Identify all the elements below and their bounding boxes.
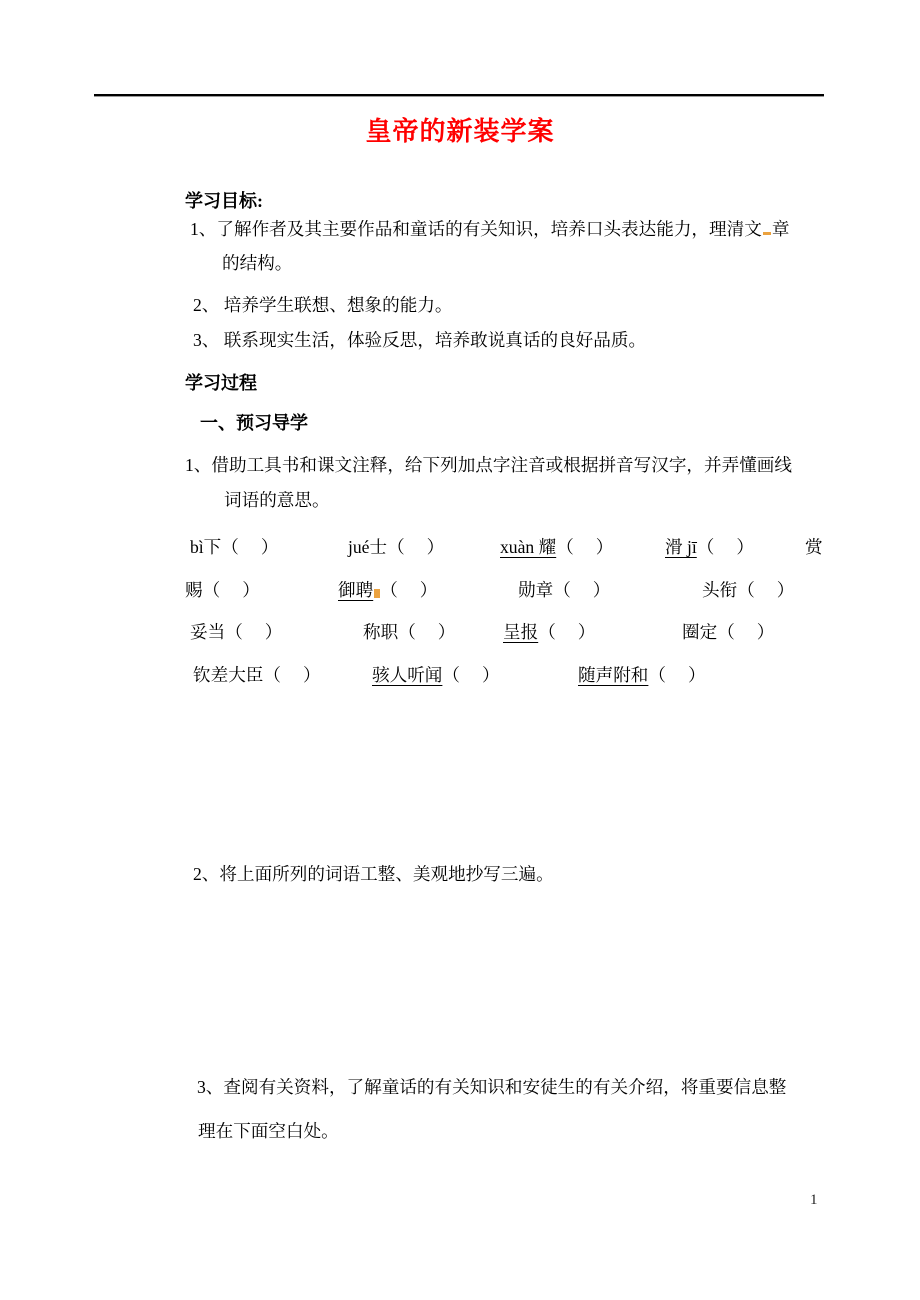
- vocab-word-underlined: 骇人听闻: [372, 665, 443, 685]
- vocab-item-xun-zhang: [518, 580, 610, 602]
- task-3-line-2: 理在下面空白处。: [198, 1121, 339, 1141]
- vocab-item-shang: [805, 537, 823, 559]
- answer-blank: （ ）: [556, 537, 614, 557]
- answer-blank: （ ）: [263, 665, 321, 685]
- answer-blank: （ ）: [225, 622, 283, 642]
- answer-blank: （ ）: [442, 665, 500, 685]
- header-rule: [94, 94, 824, 97]
- answer-blank: （ ）: [696, 537, 754, 557]
- task-1-line-1: 1、借助工具书和课文注释，给下列加点字注音或根据拼音写汉字，并弄懂画线: [185, 455, 792, 475]
- vocab-row-2: [0, 580, 920, 606]
- vocab-word-underlined: 呈报: [503, 622, 539, 642]
- answer-blank: （ ）: [538, 622, 596, 642]
- answer-blank: （ ）: [387, 537, 445, 557]
- vocab-row-3: [0, 622, 920, 648]
- answer-blank: （ ）: [202, 580, 260, 600]
- vocab-item-sui-sheng-fu-he: [578, 665, 706, 687]
- objective-item-1-line-2: 的结构。: [222, 253, 293, 273]
- page-number: 1: [810, 1192, 818, 1208]
- vocab-item-hua-ji: [665, 537, 754, 559]
- vocab-word: 头衔: [702, 580, 738, 600]
- answer-blank: （ ）: [221, 537, 279, 557]
- vocab-item-qin-chai-da-chen: [193, 665, 321, 687]
- answer-blank: （ ）: [553, 580, 611, 600]
- vocab-word: 钦差大臣: [193, 665, 264, 685]
- section-1-heading: 一、预习导学: [200, 413, 308, 433]
- objectives-heading: 学习目标:: [185, 191, 263, 211]
- answer-blank: （ ）: [717, 622, 775, 642]
- process-heading: 学习过程: [185, 373, 257, 393]
- objective-item-3: 3、 联系现实生活，体验反思，培养敢说真话的良好品质。: [193, 330, 647, 350]
- answer-blank: （ ）: [398, 622, 456, 642]
- vocab-item-tuo-dang: [190, 622, 282, 644]
- objective-1-text-tail: 章: [771, 219, 790, 239]
- vocab-item-chen-zhi: [363, 622, 455, 644]
- vocab-word: 圈定: [682, 622, 718, 642]
- vocab-word-underlined: xuàn 耀: [500, 537, 557, 557]
- vocab-item-hai-ren-ting-wen: [372, 665, 500, 687]
- vocab-word: jué士: [348, 537, 388, 557]
- vocab-word-underlined: 御聘: [338, 580, 374, 600]
- vocab-item-bi-xia: [190, 537, 278, 559]
- objective-item-1-line-1: [190, 219, 789, 241]
- answer-blank: （ ）: [380, 580, 438, 600]
- answer-blank: （ ）: [648, 665, 706, 685]
- task-2: 2、将上面所列的词语工整、美观地抄写三遍。: [193, 864, 554, 884]
- vocab-item-cheng-bao: [503, 622, 595, 644]
- vocab-word: 赏: [805, 537, 823, 557]
- vocab-item-jue-shi: [348, 537, 444, 559]
- vocab-word: 妥当: [190, 622, 226, 642]
- vocab-word: bì下: [190, 537, 222, 557]
- vocab-item-ci: [185, 580, 260, 602]
- vocab-word: 称职: [363, 622, 399, 642]
- objective-item-2: 2、 培养学生联想、想象的能力。: [193, 295, 453, 315]
- vocab-word-underlined: 随声附和: [578, 665, 649, 685]
- vocab-word: 勋章: [518, 580, 554, 600]
- answer-blank: （ ）: [737, 580, 795, 600]
- task-1-line-2: 词语的意思。: [224, 490, 330, 510]
- vocab-item-yu-pin: [338, 580, 437, 602]
- vocab-word: 赐: [185, 580, 203, 600]
- objective-1-text: 1、了解作者及其主要作品和童话的有关知识，培养口头表达能力，理清文: [190, 219, 762, 239]
- vocab-item-xuan-yao: [500, 537, 613, 559]
- vocab-item-tou-xian: [702, 580, 794, 602]
- document-title: 皇帝的新装学案: [365, 117, 555, 146]
- vocab-row-1: [0, 537, 920, 563]
- vocab-word-underlined: 滑 jī: [665, 537, 697, 557]
- task-3-line-1: 3、查阅有关资料，了解童话的有关知识和安徒生的有关介绍，将重要信息整: [197, 1077, 787, 1097]
- vocab-item-quan-ding: [682, 622, 774, 644]
- spell-mark-dash-icon: [763, 232, 771, 235]
- vocab-row-4: [0, 665, 920, 691]
